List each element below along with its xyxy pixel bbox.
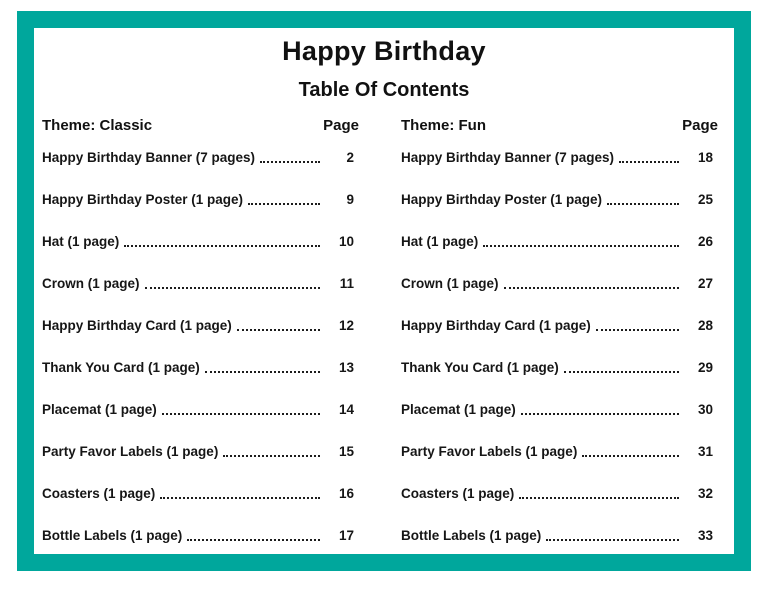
toc-entry-label: Placemat (1 page) <box>401 402 516 417</box>
toc-entry <box>42 401 359 418</box>
toc-entry-page: 30 <box>697 402 713 417</box>
dotted-leader <box>582 455 679 457</box>
toc-entry-page: 25 <box>697 192 713 207</box>
toc-entry <box>42 317 359 334</box>
toc-entry-page: 9 <box>346 192 354 207</box>
dotted-leader <box>504 287 679 289</box>
toc-entry-page: 32 <box>697 486 713 501</box>
toc-entry <box>42 275 359 292</box>
toc-entry <box>42 443 359 460</box>
toc-entry <box>401 233 718 250</box>
toc-entry <box>401 275 718 292</box>
toc-entry-page: 17 <box>338 528 354 543</box>
dotted-leader <box>162 413 320 415</box>
toc-entry-label: Crown (1 page) <box>42 276 140 291</box>
dotted-leader <box>223 455 320 457</box>
toc-entry <box>42 485 359 502</box>
toc-entry-label: Hat (1 page) <box>401 234 479 249</box>
theme-label-classic: Theme: Classic <box>42 117 153 134</box>
toc-entry <box>401 401 718 418</box>
toc-item-list-classic <box>42 149 359 544</box>
theme-label-fun: Theme: Fun <box>401 117 486 134</box>
toc-entry-page: 27 <box>697 276 713 291</box>
toc-entry-label: Thank You Card (1 page) <box>401 360 559 375</box>
toc-entry-label: Placemat (1 page) <box>42 402 157 417</box>
dotted-leader <box>248 203 320 205</box>
toc-entry <box>401 359 718 376</box>
toc-entry-page: 10 <box>338 234 354 249</box>
toc-entry-page: 11 <box>339 276 354 291</box>
dotted-leader <box>260 161 320 163</box>
toc-entry-label: Coasters (1 page) <box>42 486 156 501</box>
toc-entry-label: Thank You Card (1 page) <box>42 360 200 375</box>
toc-entry-label: Crown (1 page) <box>401 276 499 291</box>
toc-entry <box>401 191 718 208</box>
dotted-leader <box>619 161 679 163</box>
dotted-leader <box>205 371 320 373</box>
toc-entry-page: 28 <box>697 318 713 333</box>
page-title: Happy Birthday <box>282 36 486 66</box>
toc-entry-page: 13 <box>338 360 354 375</box>
toc-entry-page: 12 <box>338 318 354 333</box>
toc-entry-page: 2 <box>346 150 354 165</box>
toc-column-fun <box>401 117 718 569</box>
dotted-leader <box>160 497 320 499</box>
page-column-header-classic: Page <box>323 117 359 134</box>
toc-entry <box>42 527 359 544</box>
toc-entry-page: 29 <box>697 360 713 375</box>
toc-entry-label: Happy Birthday Card (1 page) <box>401 318 591 333</box>
toc-entry-label: Party Favor Labels (1 page) <box>401 444 578 459</box>
toc-entry-label: Happy Birthday Banner (7 pages) <box>401 150 615 165</box>
dotted-leader <box>607 203 679 205</box>
toc-entry <box>401 485 718 502</box>
column-header-classic <box>42 117 359 135</box>
toc-entry <box>42 233 359 250</box>
toc-entry <box>401 317 718 334</box>
toc-entry-page: 16 <box>338 486 354 501</box>
toc-entry-label: Happy Birthday Card (1 page) <box>42 318 232 333</box>
toc-column-classic <box>42 117 359 569</box>
toc-item-list-fun <box>401 149 718 544</box>
document-border-frame <box>17 11 751 571</box>
toc-entry-label: Coasters (1 page) <box>401 486 515 501</box>
page-subtitle: Table Of Contents <box>298 79 470 101</box>
dotted-leader <box>124 245 320 247</box>
toc-entry-label: Bottle Labels (1 page) <box>42 528 183 543</box>
dotted-leader <box>519 497 679 499</box>
toc-columns <box>34 117 734 569</box>
toc-entry-label: Happy Birthday Poster (1 page) <box>401 192 603 207</box>
toc-entry-page: 15 <box>338 444 354 459</box>
toc-entry <box>401 527 718 544</box>
toc-entry <box>401 149 718 166</box>
toc-entry-label: Happy Birthday Poster (1 page) <box>42 192 244 207</box>
dotted-leader <box>521 413 679 415</box>
dotted-leader <box>483 245 679 247</box>
toc-entry-page: 14 <box>338 402 354 417</box>
toc-entry <box>42 149 359 166</box>
toc-entry-page: 31 <box>697 444 713 459</box>
dotted-leader <box>187 539 320 541</box>
toc-entry <box>42 191 359 208</box>
toc-entry-label: Hat (1 page) <box>42 234 120 249</box>
toc-entry-page: 18 <box>697 150 713 165</box>
dotted-leader <box>237 329 320 331</box>
toc-entry <box>42 359 359 376</box>
toc-entry-label: Bottle Labels (1 page) <box>401 528 542 543</box>
dotted-leader <box>564 371 679 373</box>
dotted-leader <box>596 329 679 331</box>
column-header-fun <box>401 117 718 135</box>
toc-entry-label: Party Favor Labels (1 page) <box>42 444 219 459</box>
toc-entry-page: 33 <box>697 528 713 543</box>
toc-entry <box>401 443 718 460</box>
toc-entry-page: 26 <box>697 234 713 249</box>
dotted-leader <box>145 287 320 289</box>
dotted-leader <box>546 539 679 541</box>
page-column-header-fun: Page <box>682 117 718 134</box>
toc-entry-label: Happy Birthday Banner (7 pages) <box>42 150 256 165</box>
